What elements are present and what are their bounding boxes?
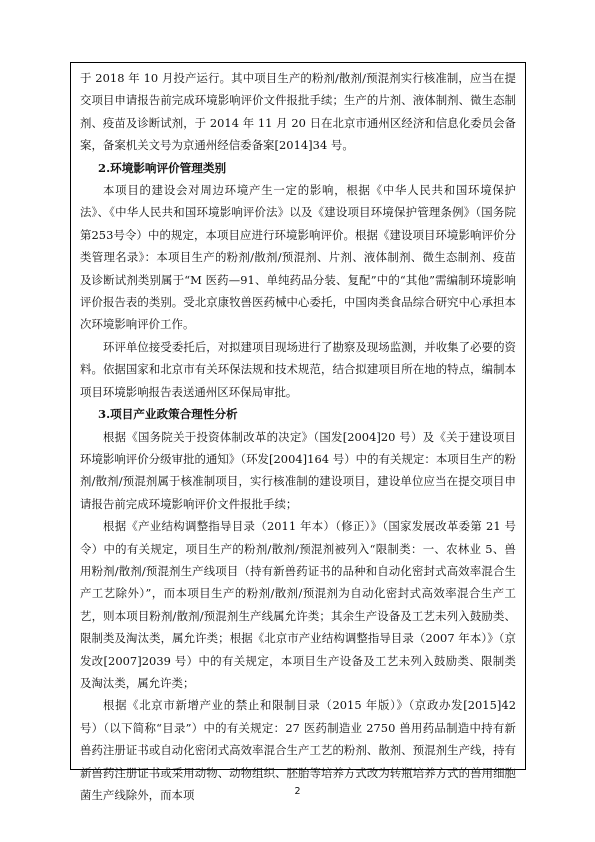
paragraph-policy-beijing-catalog: 根据《北京市新增产业的禁止和限制目录（2015 年版）》（京政办发[2015]42 号）（以下简称“目录”）中的有关规定：27 医药制造业 2750 兽用药品制造中持有新兽药注册证书或自动化密闭式高效率混合生产工艺的粉剂、散剂、预混剂生产线，持有新兽药注册证书或采用动物、动物组织、胚胎等培养方式改为转瓶培养方式的兽用细胞菌生产线除外，而本项 <box>80 698 516 802</box>
paragraph-intro-continuation: 于 2018 年 10 月投产运行。其中项目生产的粉剂/散剂/预混剂实行核准制，应当在提交项目申请报告前完成环境影响评价文件报批手续；生产的片剂、液体制剂、微生态制剂、疫苗及诊断试剂，于 2014 年 11 月 20 日在北京市通州区经济和信息化委员会备案，备案机关文号为京通州经信委备案[2014]34 号。 <box>80 71 516 153</box>
paragraph-eia-process: 环评单位接受委托后，对拟建项目现场进行了勘察及现场监测，并收集了必要的资料。依据国家和北京市有关环保法规和技术规范，结合拟建项目所在地的特点，编制本项目环境影响报告表送通州区环保局审批。 <box>80 339 516 399</box>
section-heading-policy-analysis: 3.项目产业政策合理性分析 <box>98 407 238 422</box>
paragraph-policy-industry-catalog: 根据《产业结构调整指导目录（2011 年本）（修正）》（国家发展改革委第 21 号令）中的有关规定，项目生产的粉剂/散剂/预混剂被列入“限制类：一、农林业 5、兽用粉剂/散剂/预混剂生产线项目（持有新兽药证书的品种和自动化密封式高效率混合生产工艺除外）”，而本项目生产的粉剂/散剂/预混剂为自动化密封式高效率混合生产工艺，则本项目粉剂/散剂/预混剂生产线属允许类；其余生产设备及工艺未列入鼓励类、限制类及淘汰类，属允许类；根据《北京市产业结构调整指导目录（2007 年本）》（京发改[2007]2039 号）中的有关规定，本项目生产设备及工艺未列入鼓励类、限制类及淘汰类，属允许类； <box>80 519 516 690</box>
page-number: 2 <box>294 786 301 797</box>
document-body <box>71 63 525 806</box>
content-frame <box>70 62 526 802</box>
paragraph-policy-investment: 根据《国务院关于投资体制改革的决定》（国发[2004]20 号）及《关于建设项目环境影响评价分级审批的通知》（环发[2004]164 号）中的有关规定：本项目生产的粉剂/散剂/预混剂属于核准制项目，实行核准制的建设项目，建设单位应当在提交项目申请报告前完成环境影响评价文件报批手续； <box>80 429 516 511</box>
paragraph-eia-category: 本项目的建设会对周边环境产生一定的影响，根据《中华人民共和国环境保护法》、《中华人民共和国环境影响评价法》以及《建设项目环境保护管理条例》（国务院第253号令）中的规定，本项目应进行环境影响评价。根据《建设项目环境影响评价分类管理名录》：本项目生产的粉剂/散剂/预混剂、片剂、液体制剂、微生态制剂、疫苗及诊断试剂类别属于“M 医药—91、单纯药品分装、复配”中的“其他”需编制环境影响评价报告表的类别。受北京康牧兽医药械中心委托，中国肉类食品综合研究中心承担本次环境影响评价工作。 <box>80 183 516 332</box>
section-heading-eia-category: 2.环境影响评价管理类别 <box>98 160 227 175</box>
